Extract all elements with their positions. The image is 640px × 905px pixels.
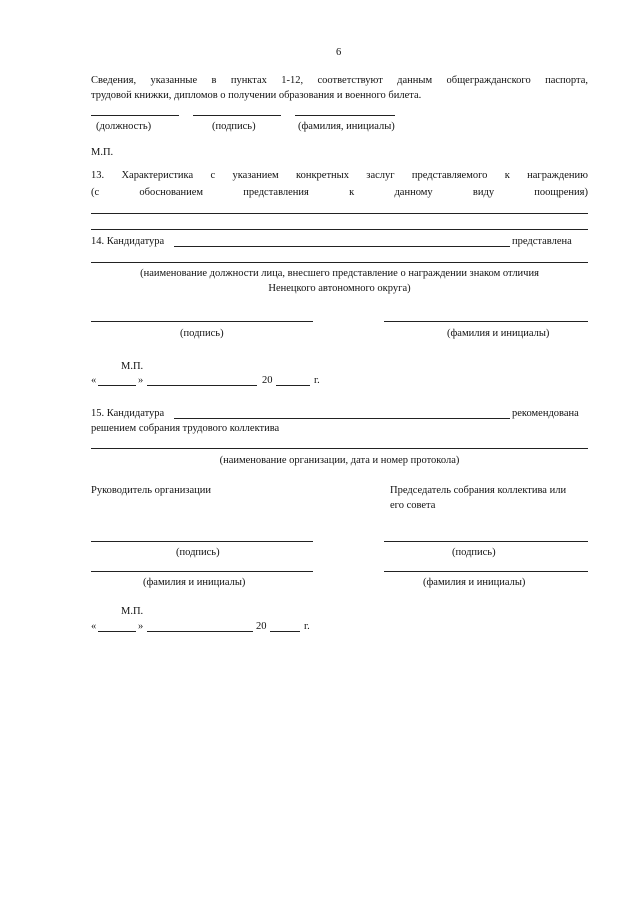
item14-tail: представлена xyxy=(512,236,572,247)
intro-line-2: трудовой книжки, дипломов о получении образования и военного билета. xyxy=(91,90,422,101)
item14-month-line xyxy=(147,385,257,386)
item14-year-suffix: г. xyxy=(314,375,320,386)
item15-caption: (наименование организации, дата и номер протокола) xyxy=(219,455,460,466)
item14-date-open: « xyxy=(91,375,97,386)
item14-day-line xyxy=(98,385,136,386)
item15-label: 15. Кандидатура xyxy=(91,408,165,419)
item14-year-prefix: 20 xyxy=(262,375,273,386)
item14-date-close: » xyxy=(138,375,144,386)
head-right-title-1: Председатель собрания коллектива или xyxy=(390,485,567,496)
item14-caption-1: (наименование должности лица, внесшего представление о награждении знаком отличия xyxy=(140,268,539,279)
right-signature-caption: (подпись) xyxy=(452,547,496,558)
item14-signature-caption: (подпись) xyxy=(180,328,224,339)
position-caption: (должность) xyxy=(96,121,152,132)
item15-year-line xyxy=(270,631,300,632)
item13-fill-line-2 xyxy=(91,229,588,230)
item14-signature-line xyxy=(91,321,313,322)
left-name-line xyxy=(91,571,313,572)
item15-fill-line xyxy=(91,448,588,449)
item14-year-line xyxy=(276,385,310,386)
right-signature-line xyxy=(384,541,588,542)
position-line xyxy=(91,115,179,116)
item13-line-2: (с обоснованием представления к данному виду поощрения) xyxy=(91,187,588,198)
item15-stamp: М.П. xyxy=(121,606,144,617)
signature-line xyxy=(193,115,281,116)
signature-caption: (подпись) xyxy=(212,121,256,132)
item15-year-prefix: 20 xyxy=(256,621,267,632)
item14-candidate-line xyxy=(174,246,510,247)
left-name-caption: (фамилия и инициалы) xyxy=(143,577,246,588)
item14-name-line xyxy=(384,321,588,322)
right-name-caption: (фамилия и инициалы) xyxy=(423,577,526,588)
name-line xyxy=(295,115,395,116)
item14-caption-2: Ненецкого автономного округа) xyxy=(268,283,411,294)
intro-line-1: Сведения, указанные в пунктах 1-12, соответствуют данным общегражданского паспорта, xyxy=(91,75,588,86)
item15-date-close: » xyxy=(138,621,144,632)
left-signature-line xyxy=(91,541,313,542)
item14-name-caption: (фамилия и инициалы) xyxy=(447,328,550,339)
head-right-title-2: его совета xyxy=(390,500,436,511)
page-number: 6 xyxy=(336,47,342,58)
item13-line-1: 13. Характеристика с указанием конкретных заслуг представляемого к награждению xyxy=(91,170,588,181)
left-signature-caption: (подпись) xyxy=(176,547,220,558)
stamp-mark: М.П. xyxy=(91,147,114,158)
item15-month-line xyxy=(147,631,253,632)
item15-candidate-line xyxy=(174,418,510,419)
item14-fill-line xyxy=(91,262,588,263)
item14-stamp: М.П. xyxy=(121,361,144,372)
item13-fill-line-1 xyxy=(91,213,588,214)
item15-year-suffix: г. xyxy=(304,621,310,632)
item15-line-2: решением собрания трудового коллектива xyxy=(91,423,280,434)
item15-day-line xyxy=(98,631,136,632)
head-left-title: Руководитель организации xyxy=(91,485,211,496)
name-caption: (фамилия, инициалы) xyxy=(298,121,395,132)
item15-date-open: « xyxy=(91,621,97,632)
item14-label: 14. Кандидатура xyxy=(91,236,165,247)
right-name-line xyxy=(384,571,588,572)
item15-tail: рекомендована xyxy=(512,408,579,419)
